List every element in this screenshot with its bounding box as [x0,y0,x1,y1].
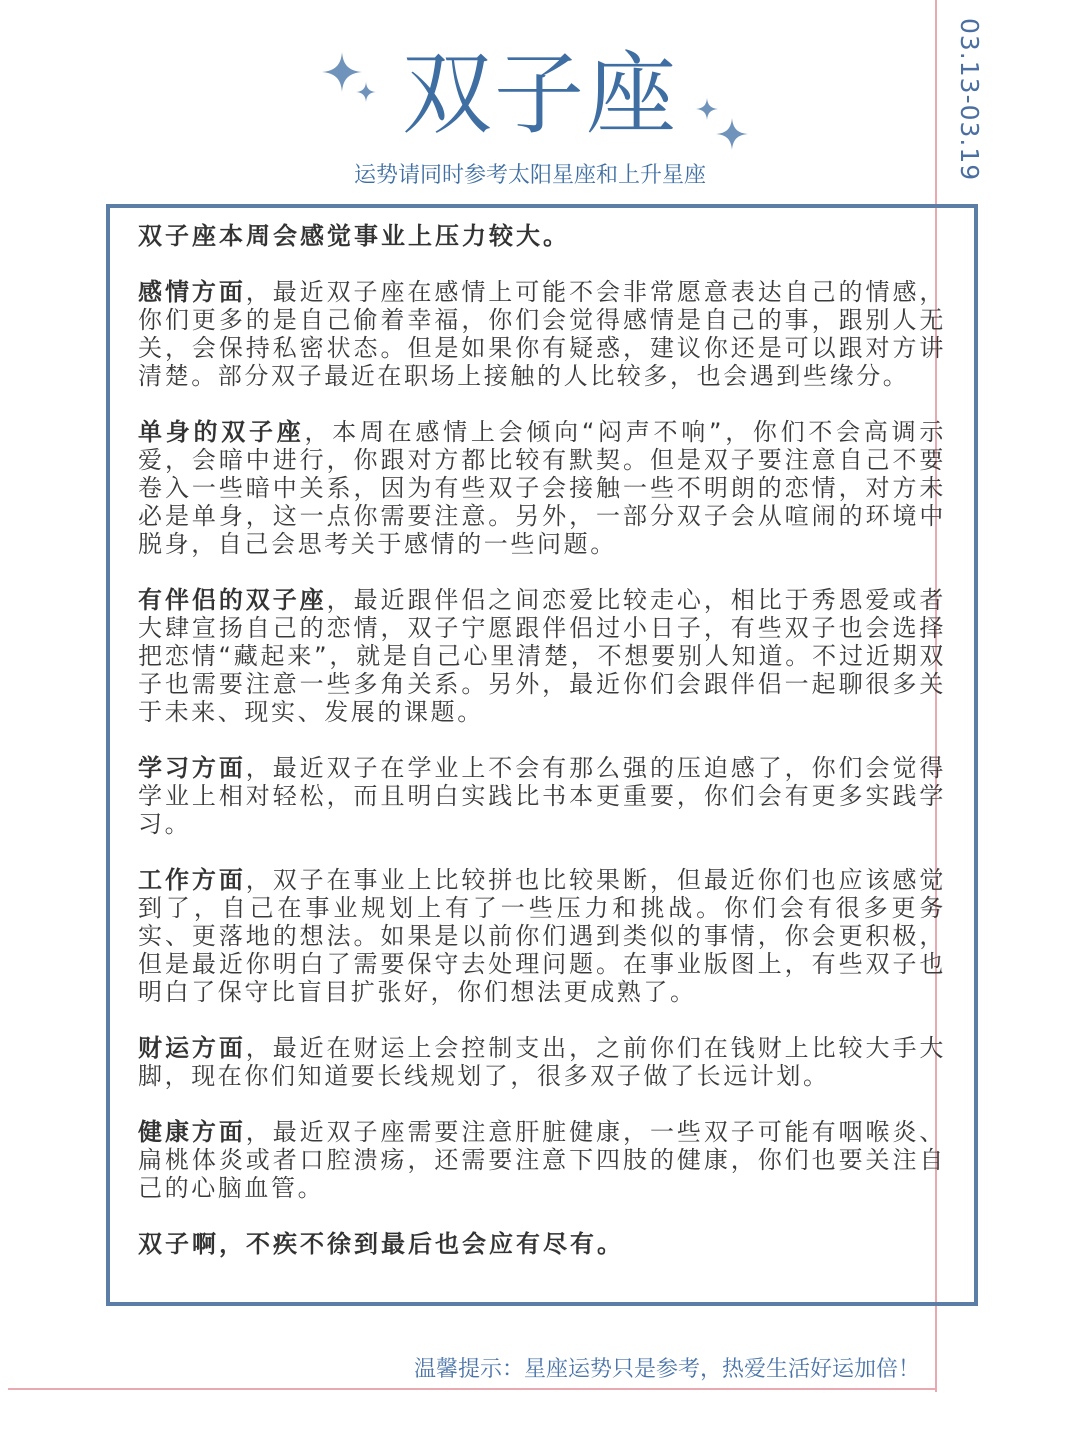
section-text: ，最近跟伴侣之间恋爱比较走心，相比于秀恩爱或者大肆宣扬自己的恋情，双子宁愿跟伴侣过小日子，有些双子也会选择把恋情“藏起来”，就是自己心里清楚，不想要别人知道。不过近期双子也需要注意一些多角关系。另外，最近你们会跟伴侣一起聊很多关于未来、现实、发展的课题。 [138,586,946,726]
section-lead: 财运方面 [138,1034,246,1062]
section-love [138,278,946,390]
section-text: ，最近双子座在感情上可能不会非常愿意表达自己的情感，你们更多的是自己偷着幸福，你们会觉得感情是自己的事，跟别人无关，会保持私密状态。但是如果你有疑惑，建议你还是可以跟对方讲清楚。部分双子最近在职场上接触的人比较多，也会遇到些缘分。 [138,278,946,390]
section-work [138,866,946,1006]
section-lead: 健康方面 [138,1118,246,1146]
section-health [138,1118,946,1202]
sparkle-small-icon [356,82,376,102]
section-study [138,754,946,838]
section-text: ，本周在感情上会倾向“闷声不响”，你们不会高调示爱，会暗中进行，你跟对方都比较有默契。但是双子要注意自己不要卷入一些暗中关系，因为有些双子会接触一些不明朗的恋情，对方未必是单身，这一点你需要注意。另外，一部分双子会从喧闹的环境中脱身，自己会思考关于感情的一些问题。 [138,418,946,558]
section-wealth [138,1034,946,1090]
section-lead: 有伴侣的双子座 [138,586,327,614]
section-lead: 单身的双子座 [138,418,305,446]
section-text: ，双子在事业上比较拼也比较果断，但最近你们也应该感觉到了，自己在事业规划上有了一些压力和挑战。你们会有很多更务实、更落地的想法。如果是以前你们遇到类似的事情，你会更积极，但是最近你明白了需要保守去处理问题。在事业版图上，有些双子也明白了保守比盲目扩张好，你们想法更成熟了。 [138,866,946,1006]
horoscope-content-box [106,204,978,1306]
section-lead: 学习方面 [138,754,246,782]
date-range: 03.13-03.19 [955,18,984,182]
footer-tip: 温馨提示：星座运势只是参考，热爱生活好运加倍！ [413,1357,920,1382]
section-partnered [138,586,946,726]
pink-horizontal-line [8,1388,937,1390]
sparkle-large-icon [716,118,748,150]
section-lead: 感情方面 [138,278,246,306]
section-lead: 工作方面 [138,866,246,894]
section-single [138,418,946,558]
section-text: ，最近双子座需要注意肝脏健康，一些双子可能有咽喉炎、扁桃体炎或者口腔溃疡，还需要注意下四肢的健康，你们也要关注自己的心脑血管。 [138,1118,946,1202]
page-title: 双子座 [402,42,678,147]
section-text: ，最近在财运上会控制支出，之前你们在钱财上比较大手大脚，现在你们知道要长线规划了，很多双子做了长远计划。 [138,1034,946,1090]
intro-line: 双子座本周会感觉事业上压力较大。 [138,222,570,250]
page-subtitle: 运势请同时参考太阳星座和上升星座 [353,163,706,188]
closing-line: 双子啊，不疾不徐到最后也会应有尽有。 [138,1230,624,1258]
section-text: ，最近双子在学业上不会有那么强的压迫感了，你们会觉得学业上相对轻松，而且明白实践比书本更重要，你们会有更多实践学习。 [138,754,946,838]
